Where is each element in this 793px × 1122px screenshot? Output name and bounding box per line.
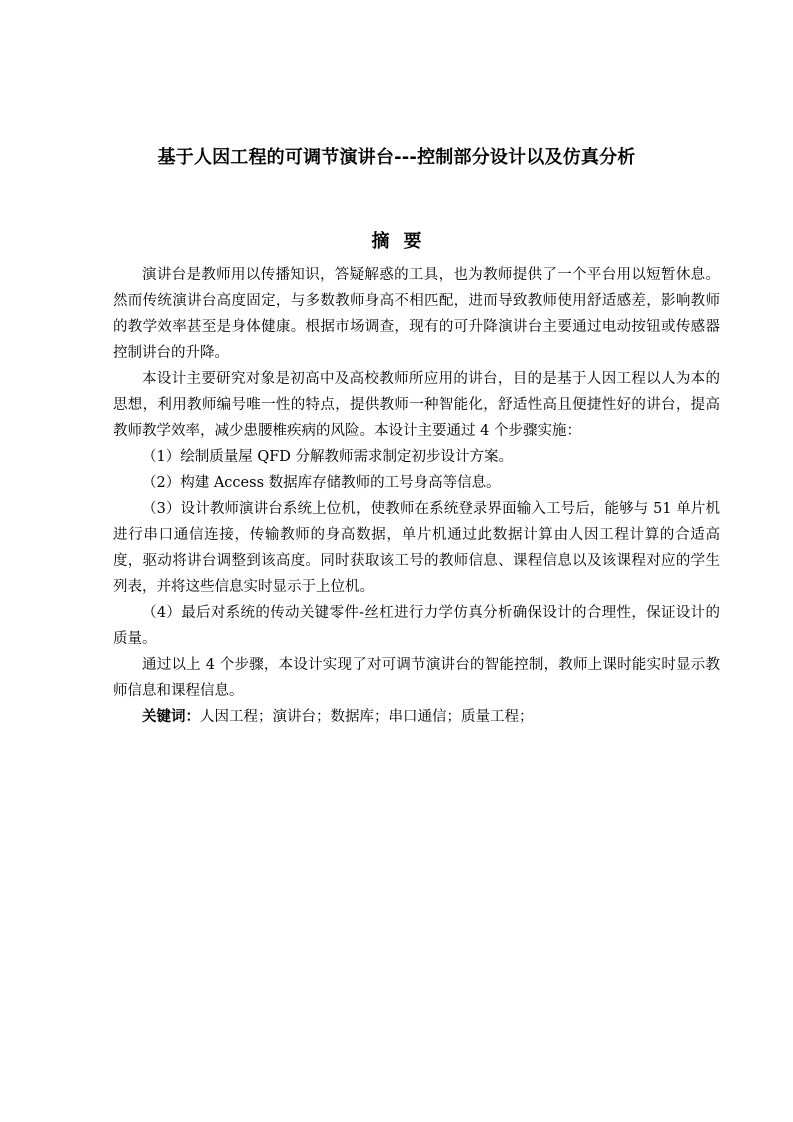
abstract-paragraph: 本设计主要研究对象是初高中及高校教师所应用的讲台，目的是基于人因工程以人为本的思想，利用教师编号唯一性的特点，提供教师一种智能化，舒适性高且便捷性好的讲台，提高教师教学效率，减少患腰椎疾病的风险。本设计主要通过 4 个步骤实施： [113, 371, 720, 439]
step-item: （2）构建 Access 数据库存储教师的工号身高等信息。 [142, 475, 501, 491]
keywords-text: 人因工程；演讲台；数据库；串口通信；质量工程； [200, 709, 534, 725]
keywords-line [113, 704, 720, 730]
abstract-body [113, 262, 720, 730]
abstract-heading: 摘要 [371, 231, 436, 252]
step-item: （1）绘制质量屋 QFD 分解教师需求制定初步设计方案。 [142, 449, 514, 465]
document-title: 基于人因工程的可调节演讲台---控制部分设计以及仿真分析 [157, 147, 636, 168]
step-item: （3）设计教师演讲台系统上位机，使教师在系统登录界面输入工号后，能够与 51 单片机进行串口通信连接，传输教师的身高数据，单片机通过此数据计算由人因工程计算的合适高度，驱动将讲台调整到该高度。同时获取该工号的教师信息、课程信息以及该课程对应的学生列表，并将这些信息实时显示于上位机。 [113, 501, 720, 595]
step-item: （4）最后对系统的传动关键零件-丝杠进行力学仿真分析确保设计的合理性，保证设计的质量。 [113, 605, 720, 647]
abstract-paragraph: 通过以上 4 个步骤，本设计实现了对可调节演讲台的智能控制，教师上课时能实时显示教师信息和课程信息。 [113, 657, 720, 699]
abstract-paragraph: 演讲台是教师用以传播知识，答疑解惑的工具，也为教师提供了一个平台用以短暂休息。然而传统演讲台高度固定，与多数教师身高不相匹配，进而导致教师使用舒适感差，影响教师的教学效率甚至是身体健康。根据市场调查，现有的可升降演讲台主要通过电动按钮或传感器控制讲台的升降。 [113, 267, 720, 361]
keywords-label: 关键词： [142, 709, 200, 725]
